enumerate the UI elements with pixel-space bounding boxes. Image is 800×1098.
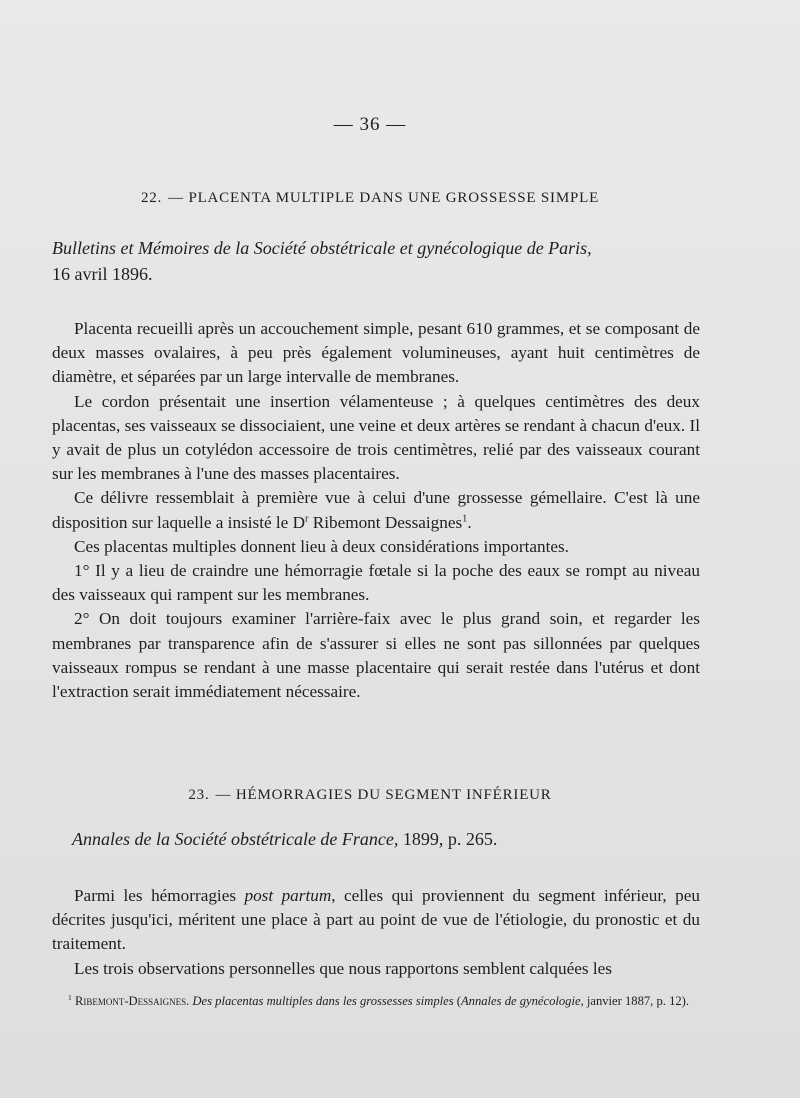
- section-23-paragraph-1-rest: , celles qui proviennent du segment inférieur, peu décrites jusqu'ici, méritent une place à part au point de vue de l'étiologie, du pronostic et du traitement.: [52, 886, 700, 954]
- section-23-title: — HÉMORRAGIES DU SEGMENT INFÉRIEUR: [215, 787, 552, 803]
- section-22-body: [52, 317, 700, 704]
- footnote-journal: Annales de gynécologie: [460, 994, 581, 1008]
- section-22-paragraph-3-text: Ce délivre ressemblait à première vue à celui d'une grossesse gémellaire. C'est là une disposition sur laquelle a insisté le D: [52, 488, 700, 532]
- section-22-paragraph-1: Placenta recueilli après un accouchement simple, pesant 610 grammes, et se composant de deux masses ovalaires, à peu près également volumineuses, ayant huit centimètres de diamètre, et séparées par un large intervalle de membranes.: [52, 319, 700, 387]
- section-23-body: [52, 884, 700, 981]
- section-23-number: 23.: [188, 787, 210, 803]
- footnote-title: Des placentas multiples dans les grossesses simples: [189, 994, 454, 1008]
- section-22-paragraph-3-end: .: [467, 512, 472, 532]
- footnote-close: , janvier 1887, p. 12).: [580, 994, 690, 1008]
- section-23-heading: [0, 787, 740, 804]
- section-23-paragraph-1: [52, 884, 700, 957]
- section-23-paragraph-2: Les trois observations personnelles que nous rapportons semblent calquées les: [74, 958, 612, 978]
- section-22-citation: [52, 235, 702, 287]
- section-23-citation-rest: 1899, p. 265.: [398, 829, 498, 849]
- section-22-number: 22.: [140, 190, 163, 206]
- section-22-paragraph-5: 1° Il y a lieu de craindre une hémorragie fœtale si la poche des eaux se rompt au niveau des vaisseaux qui rampent sur les membranes.: [52, 561, 700, 605]
- section-22-paragraph-2: Le cordon présentait une insertion vélamenteuse ; à quelques centimètres des deux placentas, ses vaisseaux se dissociaient, une veine et deux artères se rendant à chacun d'eux. Il y avait de plus un cotylédon accessoire de trois centimètres, relié par des vaisseaux courant sur les membranes à l'une des masses placentaires.: [52, 391, 700, 484]
- footnote-author: Ribemont-Dessaignes.: [74, 994, 190, 1008]
- section-22-paragraph-4: Ces placentas multiples donnent lieu à deux considérations importantes.: [74, 536, 569, 556]
- section-22-citation-journal: Bulletins et Mémoires de la Société obstétricale et gynécologique de Paris,: [52, 238, 592, 258]
- section-22-paragraph-6: 2° On doit toujours examiner l'arrière-faix avec le plus grand soin, et regarder les membranes par transparence afin de s'assurer si elles ne sont pas sillonnées par quelques vaisseaux rompus se rendant à une masse placentaire qui serait restée dans l'utérus et dont l'extraction serait immédiatement nécessaire.: [52, 609, 700, 702]
- footnote-text-wrap: [68, 994, 689, 1008]
- section-22-title: — PLACENTA MULTIPLE DANS UNE GROSSESSE SIMPLE: [168, 190, 600, 206]
- footnote: [52, 993, 700, 1010]
- section-23-citation-journal: Annales de la Société obstétricale de France,: [72, 829, 399, 849]
- section-22-paragraph-3: [52, 486, 700, 534]
- section-22-citation-date: 16 avril 1896.: [52, 264, 153, 284]
- section-22-paragraph-3-name: Ribemont Dessaignes: [308, 512, 463, 532]
- section-22-heading: [0, 190, 740, 207]
- doctor-abbrev-sup: r: [305, 512, 309, 524]
- section-23-paragraph-1-text: Parmi les hémorragies: [74, 886, 245, 905]
- footnote-marker: 1: [68, 992, 72, 1002]
- page-number: — 36 —: [333, 114, 407, 135]
- footnote-open: (: [453, 994, 461, 1008]
- section-23-citation: [72, 826, 722, 852]
- footnote-ref-1: 1: [462, 512, 468, 524]
- section-23-paragraph-1-italic: post partum: [244, 886, 332, 905]
